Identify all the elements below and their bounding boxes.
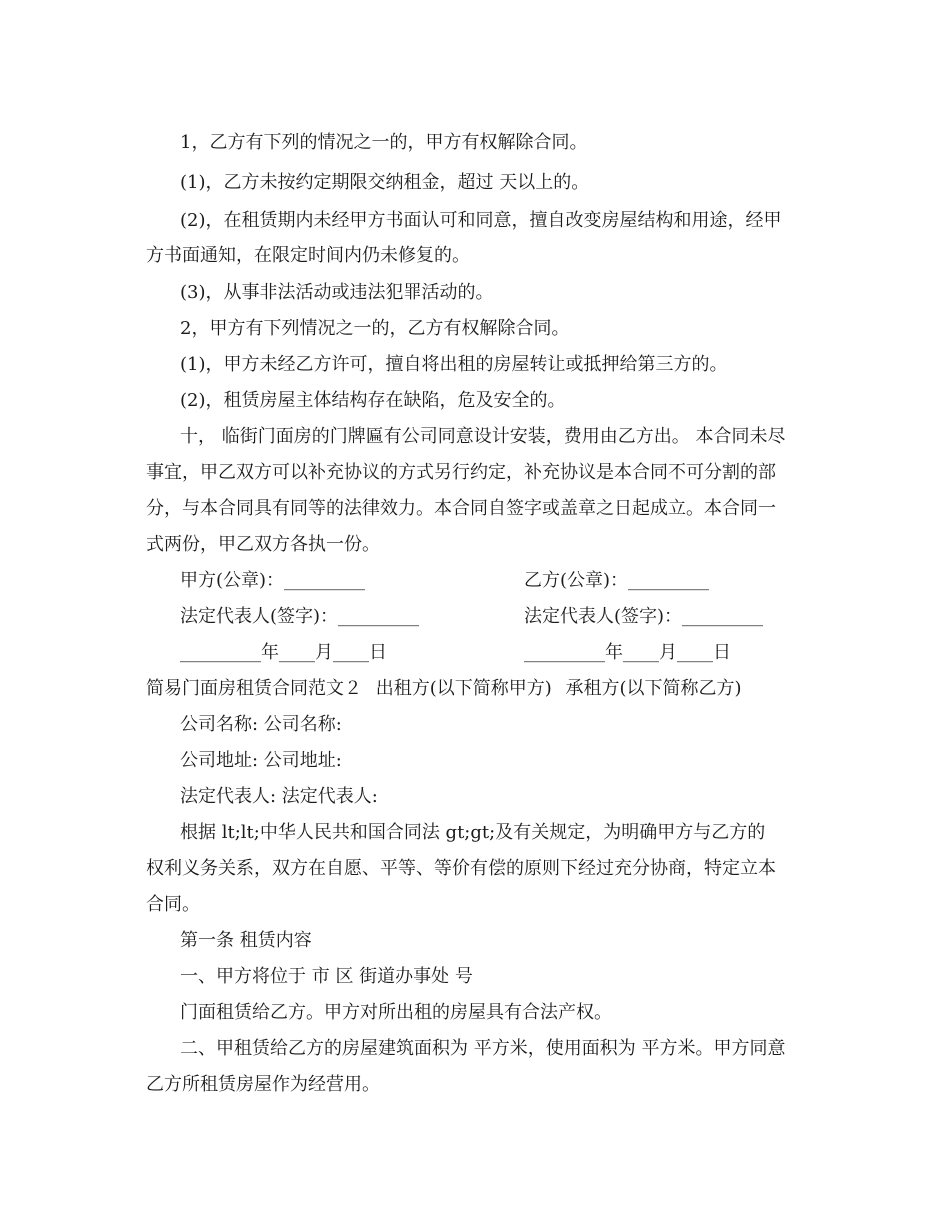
preamble-line-1: 根据 lt;lt;中华人民共和国合同法 gt;gt;及有关规定，为明确甲方与乙方的 [180, 822, 766, 843]
clause-2-item-1: (1)，甲方未经乙方许可，擅自将出租的房屋转让或抵押给第三方的。 [180, 354, 728, 375]
clause-10-line-1: 十， 临街门面房的门牌匾有公司同意设计安装，费用由乙方出。 本合同未尽 [180, 426, 786, 447]
company-address-line: 公司地址: 公司地址: [180, 750, 342, 771]
clause-2-heading: 2，甲方有下列情况之一的，乙方有权解除合同。 [180, 318, 570, 339]
party-b-date: _________年____月____日 [524, 642, 731, 663]
article-1-item-2-cont: 乙方所租赁房屋作为经营用。 [146, 1074, 380, 1095]
party-b-rep: 法定代表人(签字)：_________ [524, 606, 764, 627]
signature-seal-row [0, 569, 950, 593]
signature-date-row [0, 641, 950, 665]
section-2-title-row [146, 677, 750, 701]
lessee-label: 承租方(以下简称乙方) [565, 678, 742, 699]
signature-rep-row [0, 605, 950, 629]
lessor-label: 出租方(以下简称甲方) [375, 678, 552, 699]
clause-10-line-3: 分，与本合同具有同等的法律效力。本合同自签字或盖章之日起成立。本合同一 [146, 498, 776, 519]
company-name-line: 公司名称: 公司名称: [180, 714, 342, 735]
clause-1-item-3: (3)，从事非法活动或违法犯罪活动的。 [180, 282, 494, 303]
party-a-date: _________年____月____日 [180, 642, 387, 663]
article-1-item-1: 一、甲方将位于 市 区 街道办事处 号 [180, 966, 473, 987]
clause-1-item-2: (2)，在租赁期内未经甲方书面认可和同意，擅自改变房屋结构和用途，经甲 [180, 210, 782, 231]
party-a-seal: 甲方(公章)：_________ [180, 570, 366, 591]
clause-1-item-2-cont: 方书面通知，在限定时间内仍未修复的。 [146, 245, 470, 266]
party-b-seal: 乙方(公章)：_________ [524, 570, 710, 591]
clause-1-heading: 1，乙方有下列的情况之一的，甲方有权解除合同。 [180, 132, 588, 153]
legal-rep-line: 法定代表人: 法定代表人: [180, 786, 378, 807]
clause-10-line-4: 式两份，甲乙双方各执一份。 [146, 534, 380, 555]
clause-2-item-2: (2)，租赁房屋主体结构存在缺陷，危及安全的。 [180, 390, 566, 411]
preamble-line-2: 权利义务关系，双方在自愿、平等、等价有偿的原则下经过充分协商，特定立本 [146, 858, 776, 879]
preamble-line-3: 合同。 [146, 894, 200, 915]
clause-10-line-2: 事宜，甲乙双方可以补充协议的方式另行约定，补充协议是本合同不可分割的部 [146, 462, 776, 483]
article-1-heading: 第一条 租赁内容 [180, 930, 312, 951]
article-1-item-1-cont: 门面租赁给乙方。甲方对所出租的房屋具有合法产权。 [180, 1002, 612, 1023]
article-1-item-2: 二、甲租赁给乙方的房屋建筑面积为 平方米，使用面积为 平方米。甲方同意 [180, 1038, 786, 1059]
clause-1-item-1: (1)，乙方未按约定期限交纳租金，超过 天以上的。 [180, 172, 590, 193]
party-a-rep: 法定代表人(签字)：_________ [180, 606, 420, 627]
section-2-title: 简易门面房租赁合同范文２ [146, 678, 362, 699]
